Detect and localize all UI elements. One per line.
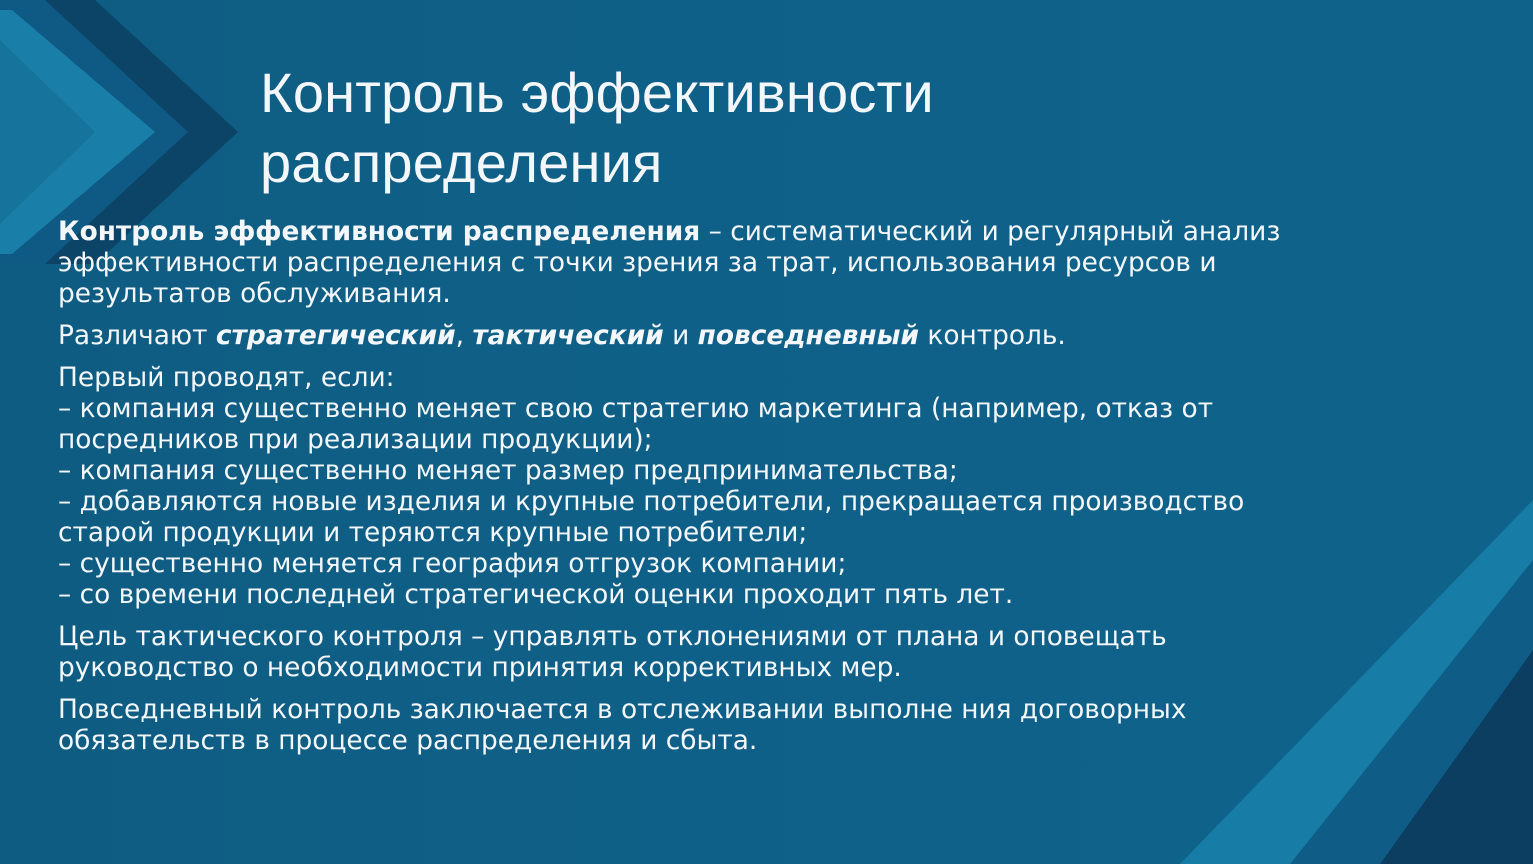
types-suffix: контроль. — [918, 320, 1066, 351]
first-control-line: старой продукции и теряются крупные потребители; — [58, 517, 808, 548]
type-tactical: тактический — [472, 320, 664, 351]
definition-line-1-rest: – систематический и регулярный анализ — [700, 216, 1281, 247]
daily-line-1: Повседневный контроль заключается в отслеживании выполне ния договорных — [58, 694, 1187, 725]
tactical-line-2: руководство о необходимости принятия коррективных мер. — [58, 652, 902, 683]
definition-line-1 — [58, 216, 1478, 247]
slide-title — [260, 58, 1360, 198]
first-control-line: – добавляются новые изделия и крупные потребители, прекращается производство — [58, 486, 1245, 517]
first-control-line: посредников при реализации продукции); — [58, 424, 653, 455]
tactical-paragraph — [58, 621, 1478, 683]
slide-body — [58, 216, 1478, 767]
definition-line-2: эффективности распределения с точки зрения за трат, использования ресурсов и — [58, 247, 1217, 278]
first-control-intro: Первый проводят, если: — [58, 362, 395, 393]
daily-paragraph — [58, 694, 1478, 756]
types-paragraph — [58, 320, 1478, 351]
title-line-2: распределения — [260, 131, 663, 194]
first-control-line: – со времени последней стратегической оценки проходит пять лет. — [58, 579, 1014, 610]
first-control-line: – существенно меняется география отгрузок компании; — [58, 548, 847, 579]
types-line — [58, 320, 1478, 351]
daily-line-2: обязательств в процессе распределения и сбыта. — [58, 725, 758, 756]
definition-line-3: результатов обслуживания. — [58, 278, 451, 309]
title-line-1: Контроль эффективности — [260, 61, 934, 124]
first-control-line: – компания существенно меняет размер предпринимательства; — [58, 455, 958, 486]
definition-paragraph — [58, 216, 1478, 309]
type-strategic: стратегический — [215, 320, 456, 351]
first-control-line: – компания существенно меняет свою стратегию маркетинга (например, отказ от — [58, 393, 1214, 424]
types-and: и — [663, 320, 698, 351]
definition-term: Контроль эффективности распределения — [58, 216, 701, 247]
type-daily: повседневный — [697, 320, 919, 351]
types-prefix: Различают — [58, 320, 216, 351]
tactical-line-1: Цель тактического контроля – управлять отклонениями от плана и оповещать — [58, 621, 1167, 652]
first-control-paragraph — [58, 362, 1478, 610]
types-comma: , — [455, 320, 473, 351]
